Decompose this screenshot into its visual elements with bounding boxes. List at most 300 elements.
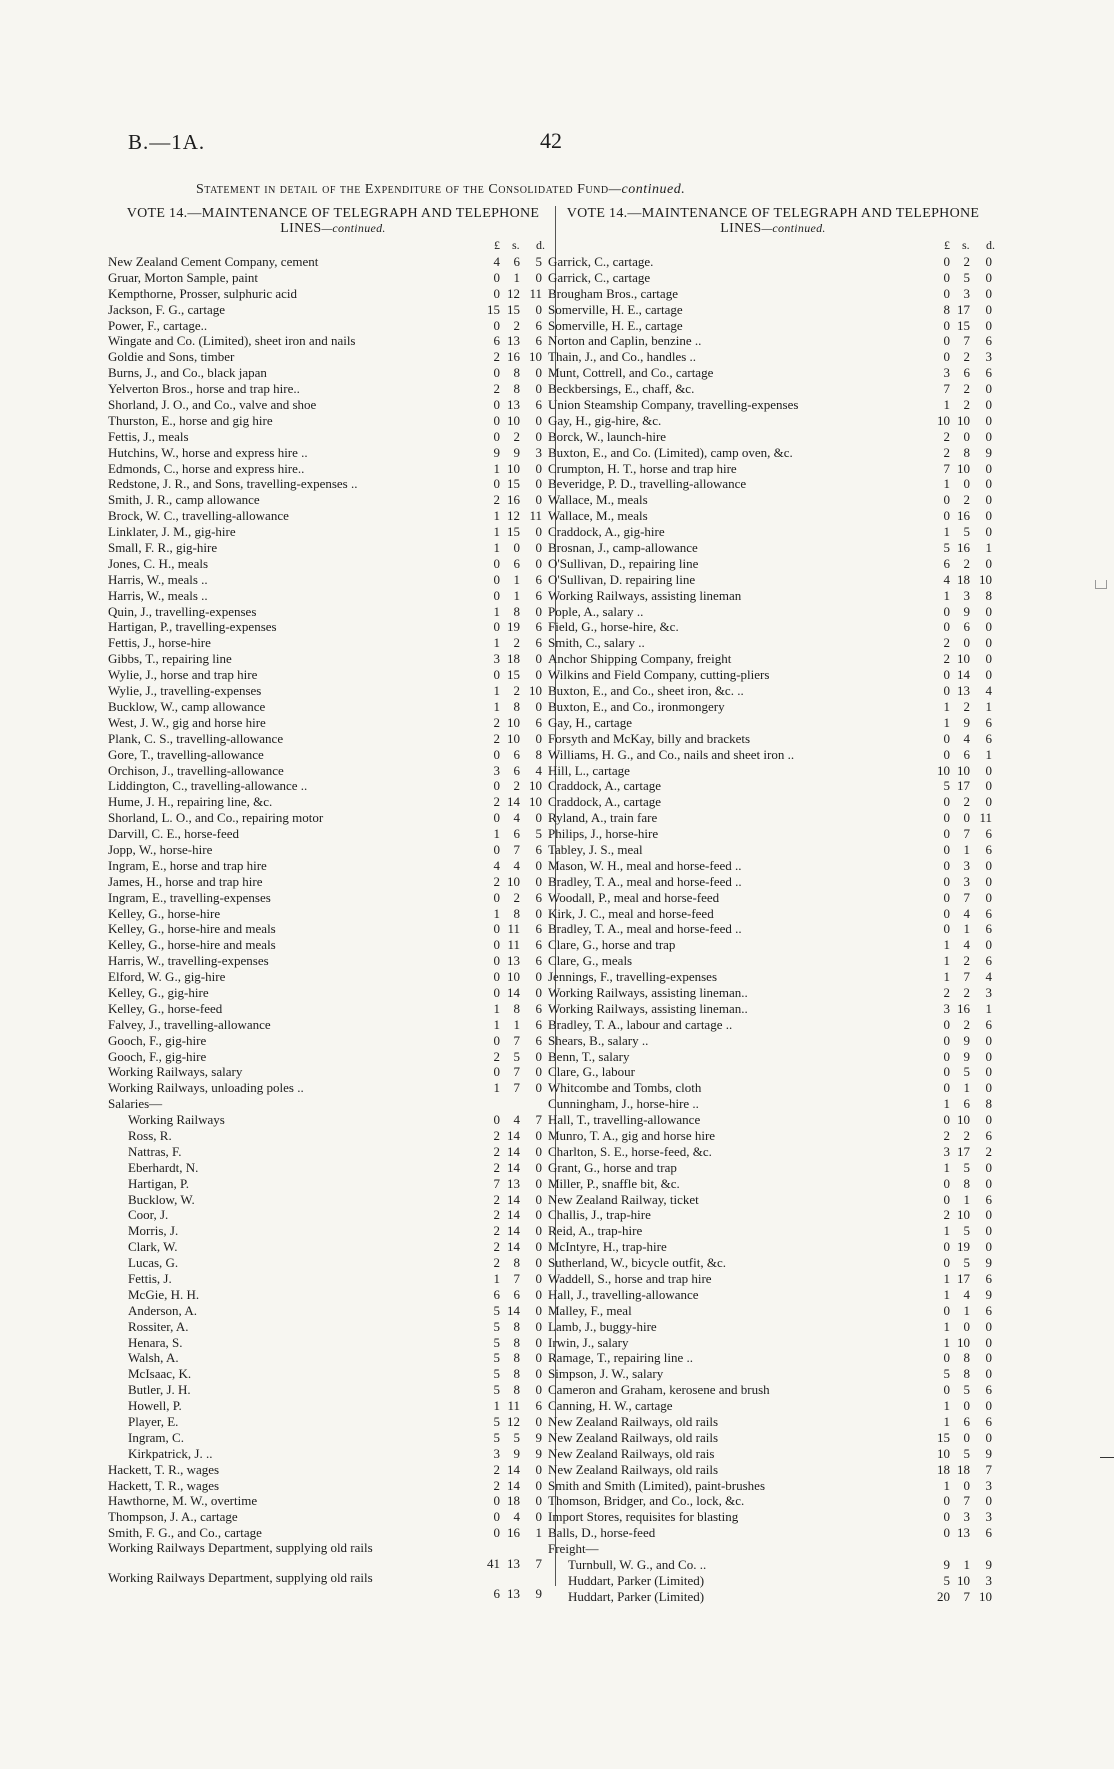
ledger-row <box>108 1430 558 1446</box>
ledger-row <box>548 492 998 508</box>
ledger-row <box>108 1335 558 1351</box>
ledger-pence: 10 <box>529 794 542 810</box>
ledger-shillings: 11 <box>507 1398 520 1414</box>
ledger-row <box>548 1128 998 1144</box>
report-reference: B.—1A. <box>128 130 206 154</box>
ledger-pounds: 0 <box>943 889 950 905</box>
ledger-pounds: 0 <box>943 667 950 683</box>
ledger-shillings: 18 <box>957 571 970 587</box>
ledger-shillings: 10 <box>507 412 520 428</box>
ledger-pence: 10 <box>979 571 992 587</box>
ledger-row <box>108 524 558 540</box>
page-number: 42 <box>540 128 562 153</box>
ledger-pounds: 2 <box>943 1207 950 1223</box>
ledger-pounds: 1 <box>493 1080 500 1096</box>
ledger-shillings: 4 <box>513 1509 520 1525</box>
ledger-pounds: 6 <box>493 1586 500 1602</box>
ledger-row <box>108 461 558 477</box>
ledger-pounds: 0 <box>943 810 950 826</box>
ledger-pounds: 7 <box>943 381 950 397</box>
ledger-shillings: 0 <box>963 428 970 444</box>
statement-title <box>196 182 956 198</box>
ledger-pounds: 0 <box>943 333 950 349</box>
ledger-pounds: 0 <box>943 905 950 921</box>
ledger-pounds: 8 <box>943 301 950 317</box>
ledger-shillings: 12 <box>507 1414 520 1430</box>
ledger-shillings: 3 <box>963 285 970 301</box>
ledger-row <box>108 826 558 842</box>
ledger-pounds: 2 <box>493 794 500 810</box>
ledger-shillings: 2 <box>963 254 970 269</box>
ledger-pounds: 1 <box>943 1223 950 1239</box>
ledger-row <box>108 683 558 699</box>
ledger-pence: 0 <box>535 365 542 381</box>
ledger-row <box>548 1080 998 1096</box>
ledger-pence: 0 <box>535 1461 542 1477</box>
ledger-row <box>108 556 558 572</box>
ledger-pounds: 3 <box>493 651 500 667</box>
ledger-pence: 6 <box>985 333 992 349</box>
ledger-row-description: Bucklow, W. <box>128 1191 195 1207</box>
ledger-shillings: 1 <box>513 587 520 603</box>
ledger-shillings: 6 <box>513 746 520 762</box>
ledger-row <box>108 572 558 588</box>
ledger-pounds: 0 <box>943 1302 950 1318</box>
ledger-pence: 0 <box>985 778 992 794</box>
ledger-pence: 9 <box>985 1255 992 1271</box>
ledger-row-description: Borck, W., launch-hire <box>548 428 667 444</box>
ledger-pounds: 0 <box>493 428 500 444</box>
page-edge-mark <box>1095 580 1107 589</box>
ledger-pounds: 0 <box>943 492 950 508</box>
ledger-pounds: 15 <box>937 1429 950 1445</box>
ledger-shillings: 12 <box>507 285 520 301</box>
ledger-shillings: 1 <box>963 841 970 857</box>
ledger-row <box>548 890 998 906</box>
ledger-shillings: 13 <box>957 683 970 699</box>
ledger-row-description: Clare, G., horse and trap <box>548 937 676 953</box>
ledger-row <box>108 1398 558 1414</box>
ledger-shillings: 8 <box>513 381 520 397</box>
ledger-pounds: 0 <box>493 1112 500 1128</box>
ledger-shillings: 2 <box>963 349 970 365</box>
ledger-pence: 6 <box>535 714 542 730</box>
ledger-row <box>548 413 998 429</box>
ledger-row-description: Goldie and Sons, timber <box>108 349 235 365</box>
ledger-row-description: Pople, A., salary .. <box>548 603 644 619</box>
ledger-row <box>548 1160 998 1176</box>
ledger-pounds: 0 <box>943 619 950 635</box>
ledger-pence: 0 <box>985 476 992 492</box>
ledger-row-description: Thomson, Bridger, and Co., lock, &c. <box>548 1493 745 1509</box>
ledger-pence: 11 <box>529 508 542 524</box>
ledger-row <box>548 906 998 922</box>
ledger-row <box>108 1223 558 1239</box>
ledger-pence: 9 <box>535 1586 542 1602</box>
ledger-pounds: 1 <box>943 1477 950 1493</box>
ledger-shillings: 19 <box>507 619 520 635</box>
ledger-row-description: Orchison, J., travelling-allowance <box>108 762 284 778</box>
ledger-row <box>548 985 998 1001</box>
ledger-row-description: Ingram, E., travelling-expenses <box>108 889 271 905</box>
ledger-shillings: 2 <box>513 778 520 794</box>
ledger-row-description: Power, F., cartage.. <box>108 317 208 333</box>
ledger-pence: 0 <box>985 1350 992 1366</box>
ledger-pounds: 5 <box>943 1572 950 1588</box>
ledger-row <box>108 540 558 556</box>
ledger-row <box>108 1571 558 1601</box>
ledger-row <box>108 397 558 413</box>
ledger-pence: 0 <box>535 540 542 556</box>
ledger-row <box>548 1366 998 1382</box>
ledger-row-description: Harris, W., meals .. <box>108 587 208 603</box>
ledger-row-description: Fettis, J., horse-hire <box>108 635 211 651</box>
ledger-shillings: 10 <box>957 762 970 778</box>
ledger-pence: 0 <box>535 1143 542 1159</box>
ledger-row <box>548 1525 998 1541</box>
ledger-row-description: Jackson, F. G., cartage <box>108 301 226 317</box>
ledger-shillings: 17 <box>957 1271 970 1286</box>
ledger-pence: 0 <box>985 1239 992 1255</box>
ledger-pounds: 1 <box>493 1016 500 1032</box>
ledger-pounds: 5 <box>493 1366 500 1382</box>
ledger-pence: 0 <box>535 1064 542 1080</box>
ledger-row <box>108 508 558 524</box>
left-heading-text: VOTE 14.—MAINTENANCE OF TELEGRAPH AND TELEPHONE LINES <box>126 206 540 236</box>
ledger-row <box>548 445 998 461</box>
ledger-row <box>108 1239 558 1255</box>
pence-label: d. <box>986 238 995 252</box>
ledger-row <box>108 1446 558 1462</box>
ledger-pounds: 1 <box>943 1414 950 1430</box>
ledger-row-description: Coor, J. <box>128 1207 169 1223</box>
ledger-pence: 0 <box>535 1207 542 1223</box>
ledger-pence: 0 <box>535 603 542 619</box>
ledger-row <box>548 286 998 302</box>
ledger-row <box>108 1287 558 1303</box>
ledger-pounds: 3 <box>943 1000 950 1016</box>
ledger-shillings: 1 <box>963 1557 970 1573</box>
ledger-pounds: 0 <box>493 555 500 571</box>
ledger-row <box>108 1049 558 1065</box>
ledger-row <box>108 1192 558 1208</box>
ledger-row <box>108 937 558 953</box>
ledger-row <box>548 969 998 985</box>
right-vote-heading <box>548 206 998 238</box>
ledger-shillings: 12 <box>507 508 520 524</box>
ledger-pence: 0 <box>985 1175 992 1191</box>
ledger-row-description: Kelley, G., horse-feed <box>108 1000 223 1016</box>
ledger-row-description: Field, G., horse-hire, &c. <box>548 619 679 635</box>
ledger-row-description: Kempthorne, Prosser, sulphuric acid <box>108 285 298 301</box>
ledger-pence: 8 <box>985 1096 992 1112</box>
ledger-pounds: 1 <box>493 460 500 476</box>
ledger-shillings: 3 <box>963 873 970 889</box>
ledger-pence: 0 <box>535 1302 542 1318</box>
ledger-pence: 0 <box>535 381 542 397</box>
ledger-shillings: 0 <box>963 810 970 826</box>
ledger-row <box>548 1573 998 1589</box>
ledger-pounds: 5 <box>943 1366 950 1382</box>
ledger-pounds: 0 <box>943 1525 950 1541</box>
ledger-pounds: 2 <box>493 1477 500 1493</box>
ledger-pence: 2 <box>985 1143 992 1159</box>
ledger-pence: 7 <box>535 1112 542 1128</box>
ledger-row-description: Brosnan, J., camp-allowance <box>548 540 698 556</box>
ledger-pence: 0 <box>985 651 992 667</box>
ledger-row <box>548 683 998 699</box>
ledger-pounds: 1 <box>943 969 950 985</box>
ledger-pence: 0 <box>535 1048 542 1064</box>
ledger-pounds: 4 <box>943 571 950 587</box>
ledger-shillings: 10 <box>957 1572 970 1588</box>
ledger-row <box>108 842 558 858</box>
ledger-pence: 0 <box>985 1493 992 1509</box>
ledger-shillings: 15 <box>507 476 520 492</box>
ledger-row <box>548 699 998 715</box>
ledger-row-description: Norton and Caplin, benzine .. <box>548 333 702 349</box>
ledger-row <box>548 1096 998 1112</box>
ledger-row <box>548 810 998 826</box>
ledger-row-description: Hutchins, W., horse and express hire .. <box>108 444 308 460</box>
ledger-shillings: 5 <box>963 1223 970 1239</box>
ledger-pence: 0 <box>985 873 992 889</box>
ledger-shillings: 5 <box>513 1429 520 1445</box>
ledger-row-description: Buxton, E., and Co. (Limited), camp oven, &c. <box>548 444 793 460</box>
ledger-pounds: 1 <box>493 698 500 714</box>
ledger-pounds: 2 <box>943 635 950 651</box>
ledger-pence: 0 <box>985 301 992 317</box>
ledger-shillings: 6 <box>963 1414 970 1430</box>
ledger-pence: 0 <box>985 889 992 905</box>
ledger-pence: 6 <box>985 714 992 730</box>
ledger-row-description: Clark, W. <box>128 1239 178 1255</box>
ledger-row-description: Player, E. <box>128 1414 179 1430</box>
ledger-pounds: 9 <box>943 1557 950 1573</box>
ledger-shillings: 13 <box>507 1556 520 1572</box>
ledger-pounds: 0 <box>943 1048 950 1064</box>
ledger-pence: 0 <box>535 269 542 285</box>
ledger-pence: 0 <box>535 667 542 683</box>
ledger-pounds: 2 <box>493 714 500 730</box>
ledger-pounds: 4 <box>493 857 500 873</box>
ledger-shillings: 4 <box>513 1112 520 1128</box>
ledger-row <box>108 1160 558 1176</box>
ledger-pounds: 0 <box>943 508 950 524</box>
ledger-pounds: 0 <box>943 746 950 762</box>
ledger-pounds: 41 <box>487 1556 500 1572</box>
ledger-pence: 1 <box>985 698 992 714</box>
ledger-row-description: Yelverton Bros., horse and trap hire.. <box>108 381 300 397</box>
ledger-pence: 0 <box>985 397 992 413</box>
ledger-pounds: 1 <box>493 905 500 921</box>
ledger-pence: 0 <box>985 1334 992 1350</box>
ledger-shillings: 10 <box>957 460 970 476</box>
ledger-row-description: New Zealand Railways, old rails <box>548 1429 719 1445</box>
ledger-row <box>108 667 558 683</box>
ledger-shillings: 10 <box>957 412 970 428</box>
ledger-row-description: McGie, H. H. <box>128 1286 200 1302</box>
ledger-pounds: 0 <box>493 953 500 969</box>
ledger-row-description: Beckbersings, E., chaff, &c. <box>548 381 695 397</box>
ledger-row-description: Hackett, T. R., wages <box>108 1461 220 1477</box>
ledger-pence: 0 <box>535 1350 542 1366</box>
ledger-pounds: 0 <box>493 969 500 985</box>
ledger-row <box>108 318 558 334</box>
ledger-row <box>108 921 558 937</box>
ledger-shillings: 1 <box>513 571 520 587</box>
ledger-row <box>548 953 998 969</box>
ledger-pounds: 0 <box>493 841 500 857</box>
ledger-pounds: 0 <box>493 1064 500 1080</box>
left-vote-heading <box>108 206 558 238</box>
ledger-pounds: 0 <box>493 921 500 937</box>
ledger-pounds: 2 <box>493 1461 500 1477</box>
ledger-pence: 9 <box>985 1286 992 1302</box>
ledger-row-description: Garrick, C., cartage. <box>548 254 654 269</box>
ledger-row-description: Hackett, T. R., wages <box>108 1477 220 1493</box>
ledger-row <box>548 1239 998 1255</box>
ledger-row <box>548 1223 998 1239</box>
ledger-pence: 4 <box>985 683 992 699</box>
ledger-row-description: Challis, J., trap-hire <box>548 1207 651 1223</box>
ledger-row <box>548 1207 998 1223</box>
ledger-shillings: 10 <box>957 1207 970 1223</box>
ledger-row-description: Irwin, J., salary <box>548 1334 629 1350</box>
ledger-pounds: 1 <box>943 937 950 953</box>
ledger-pounds: 0 <box>943 857 950 873</box>
ledger-shillings: 0 <box>963 635 970 651</box>
ledger-shillings: 1 <box>963 1302 970 1318</box>
ledger-pence: 6 <box>535 1398 542 1414</box>
ledger-shillings: 5 <box>963 1159 970 1175</box>
ledger-pounds: 2 <box>493 1048 500 1064</box>
ledger-row <box>548 429 998 445</box>
ledger-shillings: 14 <box>507 1191 520 1207</box>
ledger-pounds: 1 <box>493 683 500 699</box>
ledger-shillings: 9 <box>963 1032 970 1048</box>
ledger-row <box>548 365 998 381</box>
ledger-row <box>548 1319 998 1335</box>
ledger-row <box>108 810 558 826</box>
ledger-pence: 10 <box>529 349 542 365</box>
ledger-shillings: 14 <box>507 1223 520 1239</box>
ledger-row-description: Wilkins and Field Company, cutting-pliers <box>548 667 770 683</box>
ledger-row-description: Thompson, J. A., cartage <box>108 1509 238 1525</box>
ledger-shillings: 9 <box>513 444 520 460</box>
ledger-pence: 1 <box>535 1525 542 1541</box>
ledger-row-description: Import Stores, requisites for blasting <box>548 1509 739 1525</box>
ledger-pence: 6 <box>535 921 542 937</box>
ledger-shillings: 7 <box>513 1080 520 1096</box>
ledger-shillings: 5 <box>963 1064 970 1080</box>
ledger-shillings: 8 <box>963 1350 970 1366</box>
ledger-row <box>108 1525 558 1541</box>
ledger-row <box>548 604 998 620</box>
ledger-pence: 0 <box>535 1318 542 1334</box>
ledger-pounds: 0 <box>943 1175 950 1191</box>
ledger-row <box>548 1255 998 1271</box>
ledger-pence: 0 <box>535 1239 542 1255</box>
ledger-shillings: 4 <box>963 905 970 921</box>
ledger-row <box>548 715 998 731</box>
ledger-row-description: Ingram, E., horse and trap hire <box>108 857 267 873</box>
ledger-row <box>548 1541 998 1557</box>
ledger-pence: 6 <box>535 841 542 857</box>
ledger-row <box>548 763 998 779</box>
ledger-row-description: Anchor Shipping Company, freight <box>548 651 732 667</box>
ledger-pounds: 2 <box>493 1239 500 1255</box>
ledger-row-description: Smith, F. G., and Co., cartage <box>108 1525 262 1541</box>
ledger-row <box>548 874 998 890</box>
ledger-pence: 6 <box>535 1000 542 1016</box>
ledger-shillings: 14 <box>507 1302 520 1318</box>
ledger-pounds: 0 <box>943 730 950 746</box>
ledger-row <box>548 1398 998 1414</box>
ledger-shillings: 14 <box>507 1461 520 1477</box>
ledger-row-description: Williams, H. G., and Co., nails and sheet iron .. <box>548 746 795 762</box>
ledger-row-description: Fettis, J. <box>128 1271 172 1286</box>
ledger-row <box>548 1192 998 1208</box>
ledger-row <box>548 1112 998 1128</box>
ledger-pence: 0 <box>535 984 542 1000</box>
ledger-row <box>548 349 998 365</box>
ledger-pounds: 2 <box>943 444 950 460</box>
ledger-pence: 6 <box>985 1302 992 1318</box>
ledger-pounds: 0 <box>493 667 500 683</box>
ledger-row-description: Linklater, J. M., gig-hire <box>108 524 236 540</box>
ledger-shillings: 4 <box>963 730 970 746</box>
ledger-pence: 9 <box>985 1445 992 1461</box>
ledger-row <box>108 1478 558 1494</box>
ledger-shillings: 14 <box>507 1143 520 1159</box>
ledger-pence: 6 <box>985 841 992 857</box>
ledger-pounds: 0 <box>493 412 500 428</box>
ledger-row <box>548 1287 998 1303</box>
ledger-row-description: Hartigan, P., travelling-expenses <box>108 619 277 635</box>
ledger-shillings: 1 <box>513 269 520 285</box>
ledger-pence: 0 <box>535 1271 542 1286</box>
ledger-shillings: 14 <box>507 984 520 1000</box>
ledger-pence: 3 <box>985 1572 992 1588</box>
ledger-shillings: 6 <box>513 254 520 269</box>
ledger-row-description: New Zealand Railway, ticket <box>548 1191 699 1207</box>
ledger-pounds: 5 <box>493 1350 500 1366</box>
ledger-pounds: 6 <box>493 333 500 349</box>
ledger-shillings: 17 <box>957 1143 970 1159</box>
ledger-shillings: 2 <box>963 698 970 714</box>
ledger-row-description: Kelley, G., horse-hire and meals <box>108 921 276 937</box>
ledger-shillings: 6 <box>963 619 970 635</box>
ledger-shillings: 6 <box>513 762 520 778</box>
ledger-row <box>108 953 558 969</box>
ledger-pounds: 1 <box>493 540 500 556</box>
ledger-shillings: 9 <box>963 714 970 730</box>
ledger-pounds: 3 <box>943 365 950 381</box>
ledger-pence: 6 <box>985 1016 992 1032</box>
ledger-shillings: 14 <box>507 1477 520 1493</box>
shillings-label: s. <box>962 238 970 252</box>
ledger-row <box>548 858 998 874</box>
ledger-row <box>108 778 558 794</box>
ledger-pounds: 0 <box>493 365 500 381</box>
ledger-row-description: Mason, W. H., meal and horse-feed .. <box>548 857 742 873</box>
ledger-row <box>548 524 998 540</box>
ledger-row <box>548 1176 998 1192</box>
ledger-shillings: 8 <box>513 1382 520 1398</box>
ledger-shillings: 18 <box>507 1493 520 1509</box>
ledger-row-description: Edmonds, C., horse and express hire.. <box>108 460 305 476</box>
